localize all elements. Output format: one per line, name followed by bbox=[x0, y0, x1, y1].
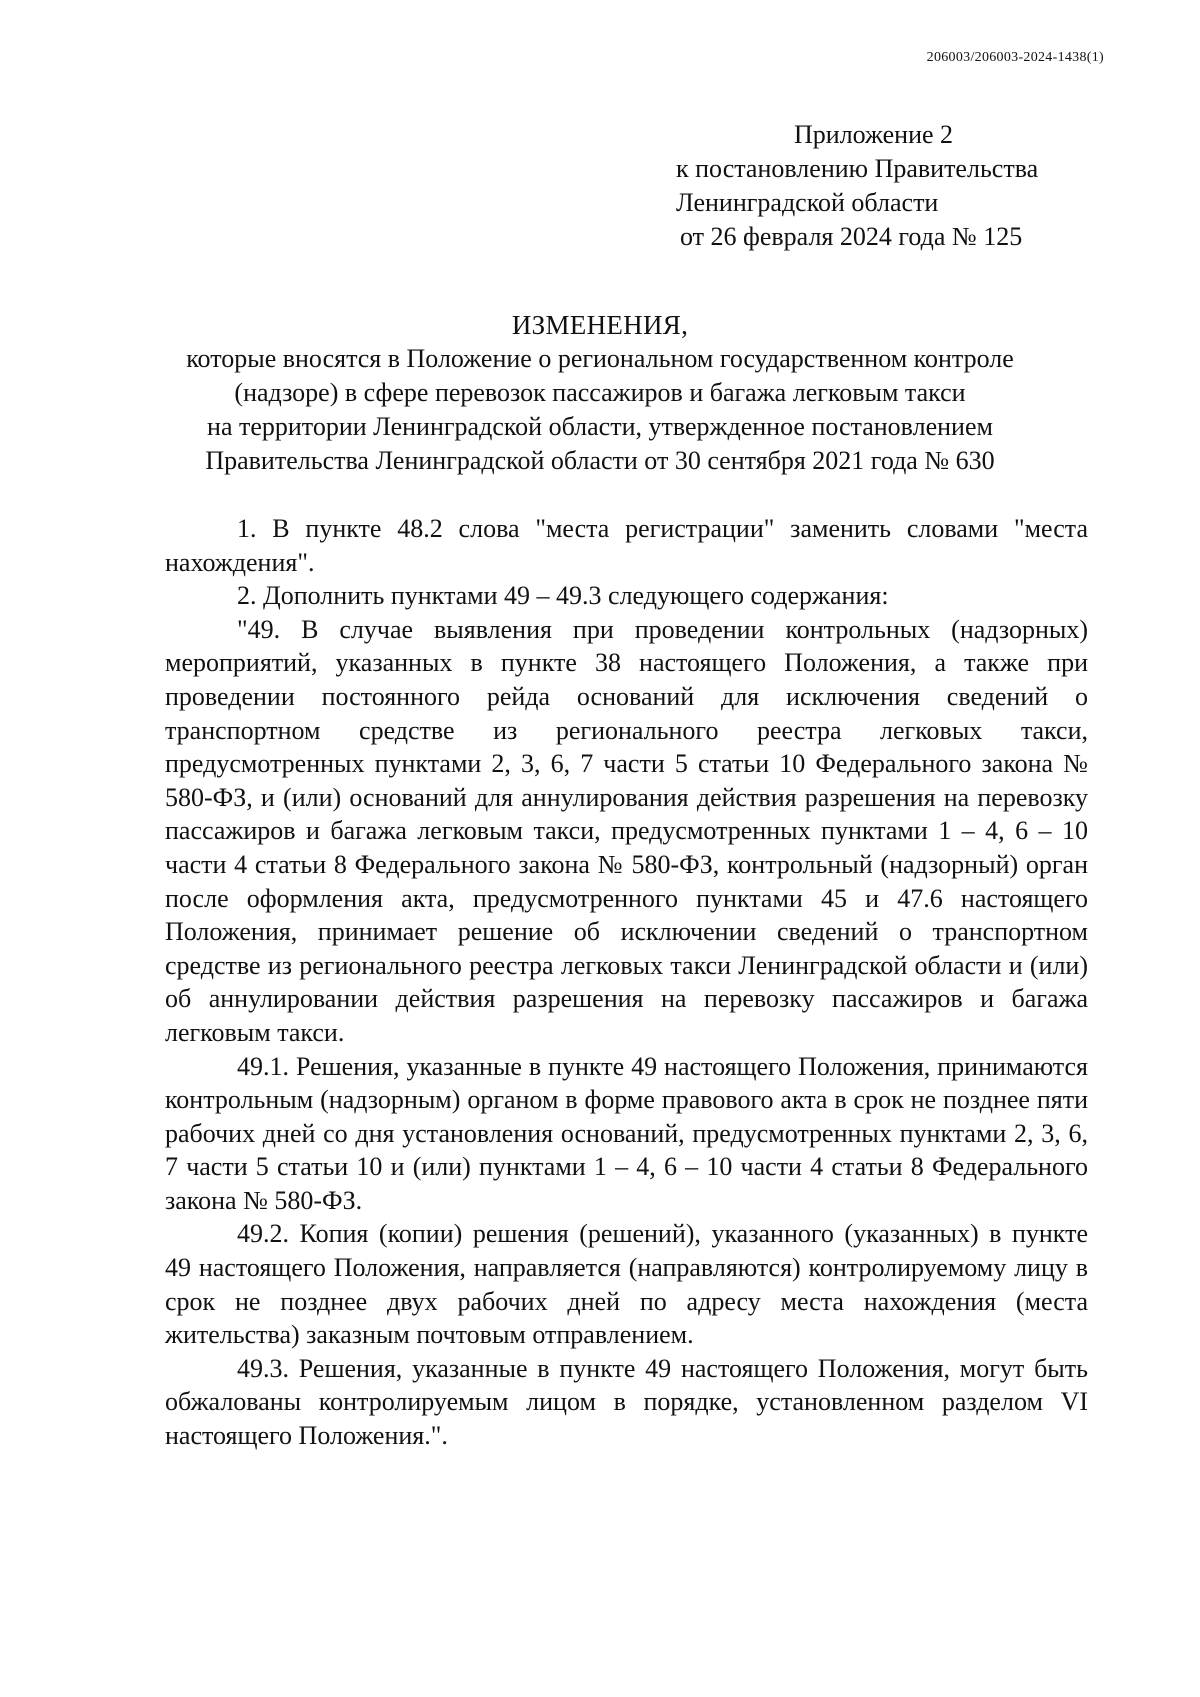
title-line-3: на территории Ленинградской области, утвержденное постановлением bbox=[207, 412, 993, 441]
title-line-4: Правительства Ленинградской области от 30 сентября 2021 года № 630 bbox=[205, 446, 995, 475]
paragraph-49-3: 49.3. Решения, указанные в пункте 49 настоящего Положения, могут быть обжалованы контролируемым лицом в порядке, установленном разделом VI настоящего Положения.". bbox=[165, 1353, 1088, 1451]
title-line-1: которые вносятся в Положение о региональном государственном контроле bbox=[186, 344, 1014, 373]
appendix-region: Ленинградской области bbox=[676, 188, 939, 217]
document-registration-code: 206003/206003-2024-1438(1) bbox=[926, 50, 1104, 65]
title-line-2: (надзоре) в сфере перевозок пассажиров и багажа легковым такси bbox=[234, 378, 966, 407]
document-body bbox=[165, 512, 1088, 1453]
document-heading: ИЗМЕНЕНИЯ, bbox=[511, 310, 689, 340]
paragraph-2: 2. Дополнить пунктами 49 – 49.3 следующего содержания: bbox=[237, 581, 889, 611]
document-title-block bbox=[140, 308, 1060, 478]
paragraph-49-1: 49.1. Решения, указанные в пункте 49 настоящего Положения, принимаются контрольным (надзорным) органом в форме правового акта в срок не позднее пяти рабочих дней со дня установления оснований, предусмотренных пунктами 2, 3, 6, 7 части 5 статьи 10 и (или) пунктами 1 – 4, 6 – 10 части 4 статьи 8 Федерального закона № 580-ФЗ. bbox=[165, 1051, 1088, 1215]
appendix-resolution-ref: к постановлению Правительства bbox=[676, 154, 1039, 183]
paragraph-49: "49. В случае выявления при проведении контрольных (надзорных) мероприятий, указанных в пункте 38 настоящего Положения, а также при проведении постоянного рейда оснований для исключения сведений о транспортном средстве из регионального реестра легковых такси, предусмотренных пунктами 2, 3, 6, 7 части 5 статьи 10 Федерального закона № 580-ФЗ, и (или) оснований для аннулирования действия разрешения на перевозку пассажиров и багажа легковым такси, предусмотренных пунктами 1 – 4, 6 – 10 части 4 статьи 8 Федерального закона № 580-ФЗ, контрольный (надзорный) орган после оформления акта, предусмотренного пунктами 45 и 47.6 настоящего Положения, принимает решение об исключении сведений о транспортном средстве из регионального реестра легковых такси Ленинградской области и (или) об аннулировании действия разрешения на перевозку пассажиров и багажа легковым такси. bbox=[165, 614, 1088, 1047]
appendix-block bbox=[676, 118, 1038, 254]
appendix-number: Приложение 2 bbox=[794, 120, 954, 149]
appendix-date: от 26 февраля 2024 года № 125 bbox=[680, 222, 1023, 251]
paragraph-1: 1. В пункте 48.2 слова "места регистрации" заменить словами "места нахождения". bbox=[165, 514, 1088, 577]
paragraph-49-2: 49.2. Копия (копии) решения (решений), указанного (указанных) в пункте 49 настоящего Положения, направляется (направляются) контролируемому лицу в срок не позднее двух рабочих дней по адресу места нахождения (места жительства) заказным почтовым отправлением. bbox=[165, 1219, 1088, 1350]
